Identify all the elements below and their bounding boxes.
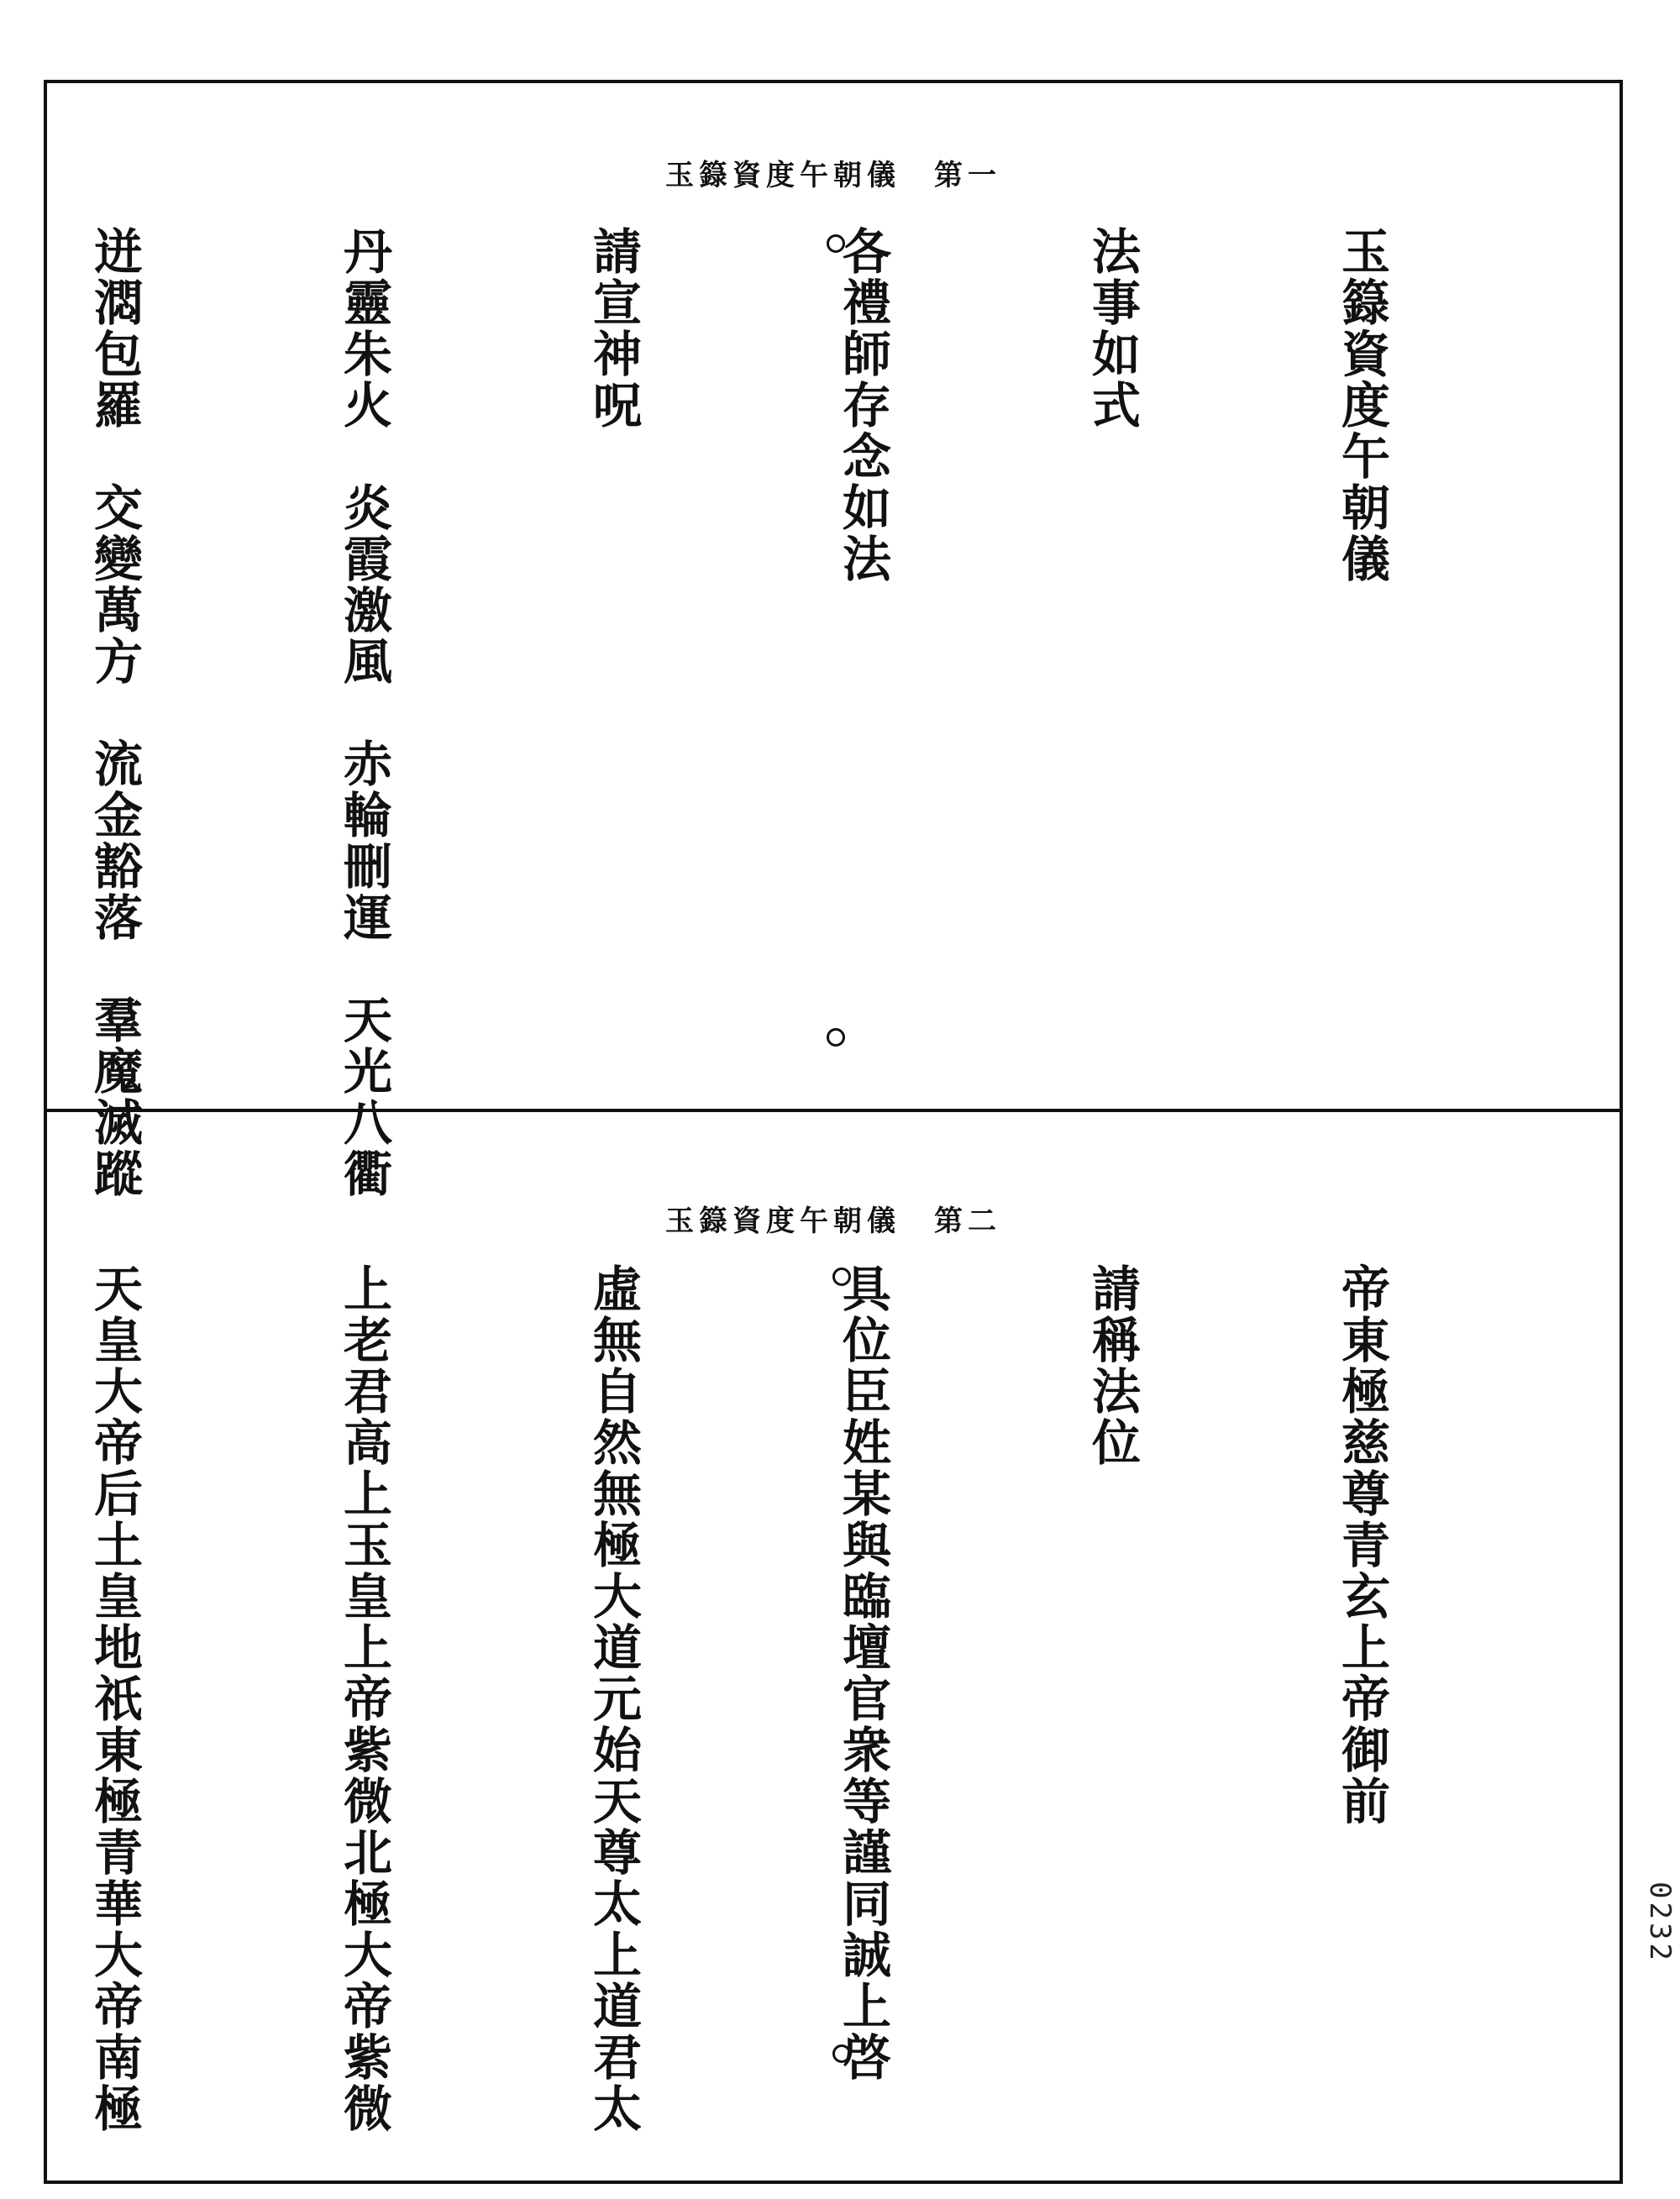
scripture-text [86, 226, 1569, 1199]
page-number: 0232 [1643, 1881, 1677, 1964]
panel-2 [47, 1112, 1620, 2181]
text-column: 丹靈朱火 炎霞激風 赤輪刪運 天光八衢 [335, 226, 392, 1199]
text-column: 請宣神呪 [585, 226, 642, 431]
text-column: 天皇大帝后土皇地祇東極青華大帝南極 [86, 1263, 143, 2134]
text-column: 各禮師存念如法 [834, 226, 891, 585]
text-column: 迸㵍包羅 交變萬方 流金豁落 羣魔滅蹤 [86, 226, 143, 1199]
circle-mark [827, 234, 845, 253]
circle-mark [827, 1028, 845, 1047]
circle-mark [832, 1267, 851, 1286]
text-column: 玉籙資度午朝儀 [1333, 226, 1390, 585]
text-column: 具位臣姓某與臨壇官衆等謹同誠上啓 [834, 1263, 891, 2083]
text-column: 法事如式 [1084, 226, 1141, 431]
panel-1 [47, 83, 1620, 1199]
text-column: 請稱法位 [1084, 1263, 1141, 1468]
text-column: 帝東極慈尊青玄上帝御前 [1333, 1263, 1390, 1827]
running-header: 玉籙資度午朝儀 第一 [665, 159, 1001, 192]
text-column: 上老君高上玉皇上帝紫微北極大帝紫微 [335, 1263, 392, 2134]
running-header: 玉籙資度午朝儀 第二 [665, 1204, 1001, 1238]
circle-mark [832, 2044, 851, 2063]
scripture-text [86, 1263, 1569, 2147]
text-column: 虛無自然無極大道元始天尊太上道君太 [585, 1263, 642, 2134]
